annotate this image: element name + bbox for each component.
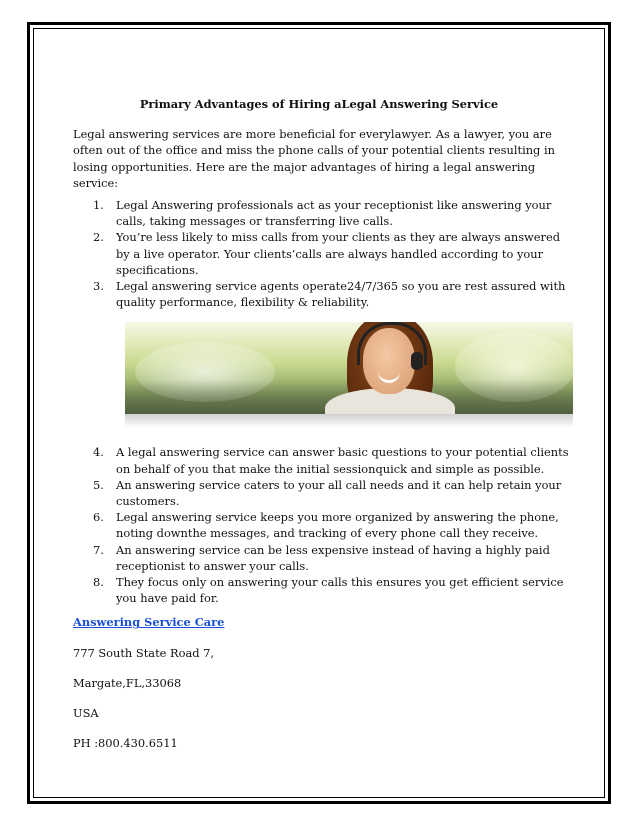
list-item — [73, 444, 573, 476]
list-item — [73, 542, 573, 574]
list-item — [73, 574, 573, 606]
advantages-list-bottom — [73, 444, 573, 606]
list-number: 8. — [93, 575, 104, 590]
address-street: 777 South State Road 7, — [73, 645, 215, 660]
intro-paragraph: Legal answering services are more beneficial for everylawyer. As a lawyer, you are often out of the office and miss the phone calls of your potential clients resulting in losing opportunities. Here are the major advantages of hiring a legal answering service: — [73, 127, 555, 190]
list-item-text: Legal answering service keeps you more organized by answering the phone, noting downthe messages, and tracking of every phone call they receive. — [116, 510, 559, 541]
list-item-text: Legal Answering professionals act as your receptionist like answering your calls, taking messages or transferring live calls. — [116, 198, 552, 229]
list-item-text: You’re less likely to miss calls from your clients as they are always answered by a live operator. Your clients’calls are always handled according to your specifications. — [116, 230, 561, 277]
list-item-text: An answering service can be less expensive instead of having a highly paid receptionist to answer your calls. — [116, 542, 550, 573]
list-item — [73, 278, 573, 310]
list-item-text: They focus only on answering your calls this ensures you get efficient service you have paid for. — [116, 575, 564, 606]
list-item-text: An answering service caters to your all call needs and it can help retain your customers. — [116, 477, 562, 509]
receptionist-photo — [125, 322, 573, 414]
document-body — [73, 96, 573, 751]
photo-shadow — [125, 414, 573, 428]
list-item — [73, 509, 573, 541]
list-item — [73, 229, 573, 278]
list-item-text: A legal answering service can answer basic questions to your potential clients on behalf of you that make the initial sessionquick and simple as possible. — [116, 445, 569, 476]
list-number: 6. — [93, 510, 104, 525]
address-country: USA — [73, 706, 99, 721]
list-number: 5. — [93, 477, 104, 492]
company-link[interactable]: Answering Service Care — [73, 615, 225, 630]
photo-container — [73, 318, 573, 436]
list-number: 4. — [93, 445, 104, 460]
list-number: 1. — [93, 198, 104, 213]
list-number: 3. — [93, 279, 104, 294]
list-item-text: Legal answering service agents operate24/7/365 so you are rest assured with quality performance, flexibility & reliability. — [116, 279, 566, 310]
list-item — [73, 477, 573, 509]
list-number: 2. — [93, 230, 104, 245]
document-title: Primary Advantages of Hiring aLegal Answering Service — [139, 97, 499, 111]
address-city: Margate,FL,33068 — [73, 675, 182, 690]
list-item — [73, 197, 573, 229]
phone-number: PH :800.430.6511 — [73, 736, 178, 751]
list-number: 7. — [93, 542, 104, 557]
advantages-list-top — [73, 197, 573, 310]
